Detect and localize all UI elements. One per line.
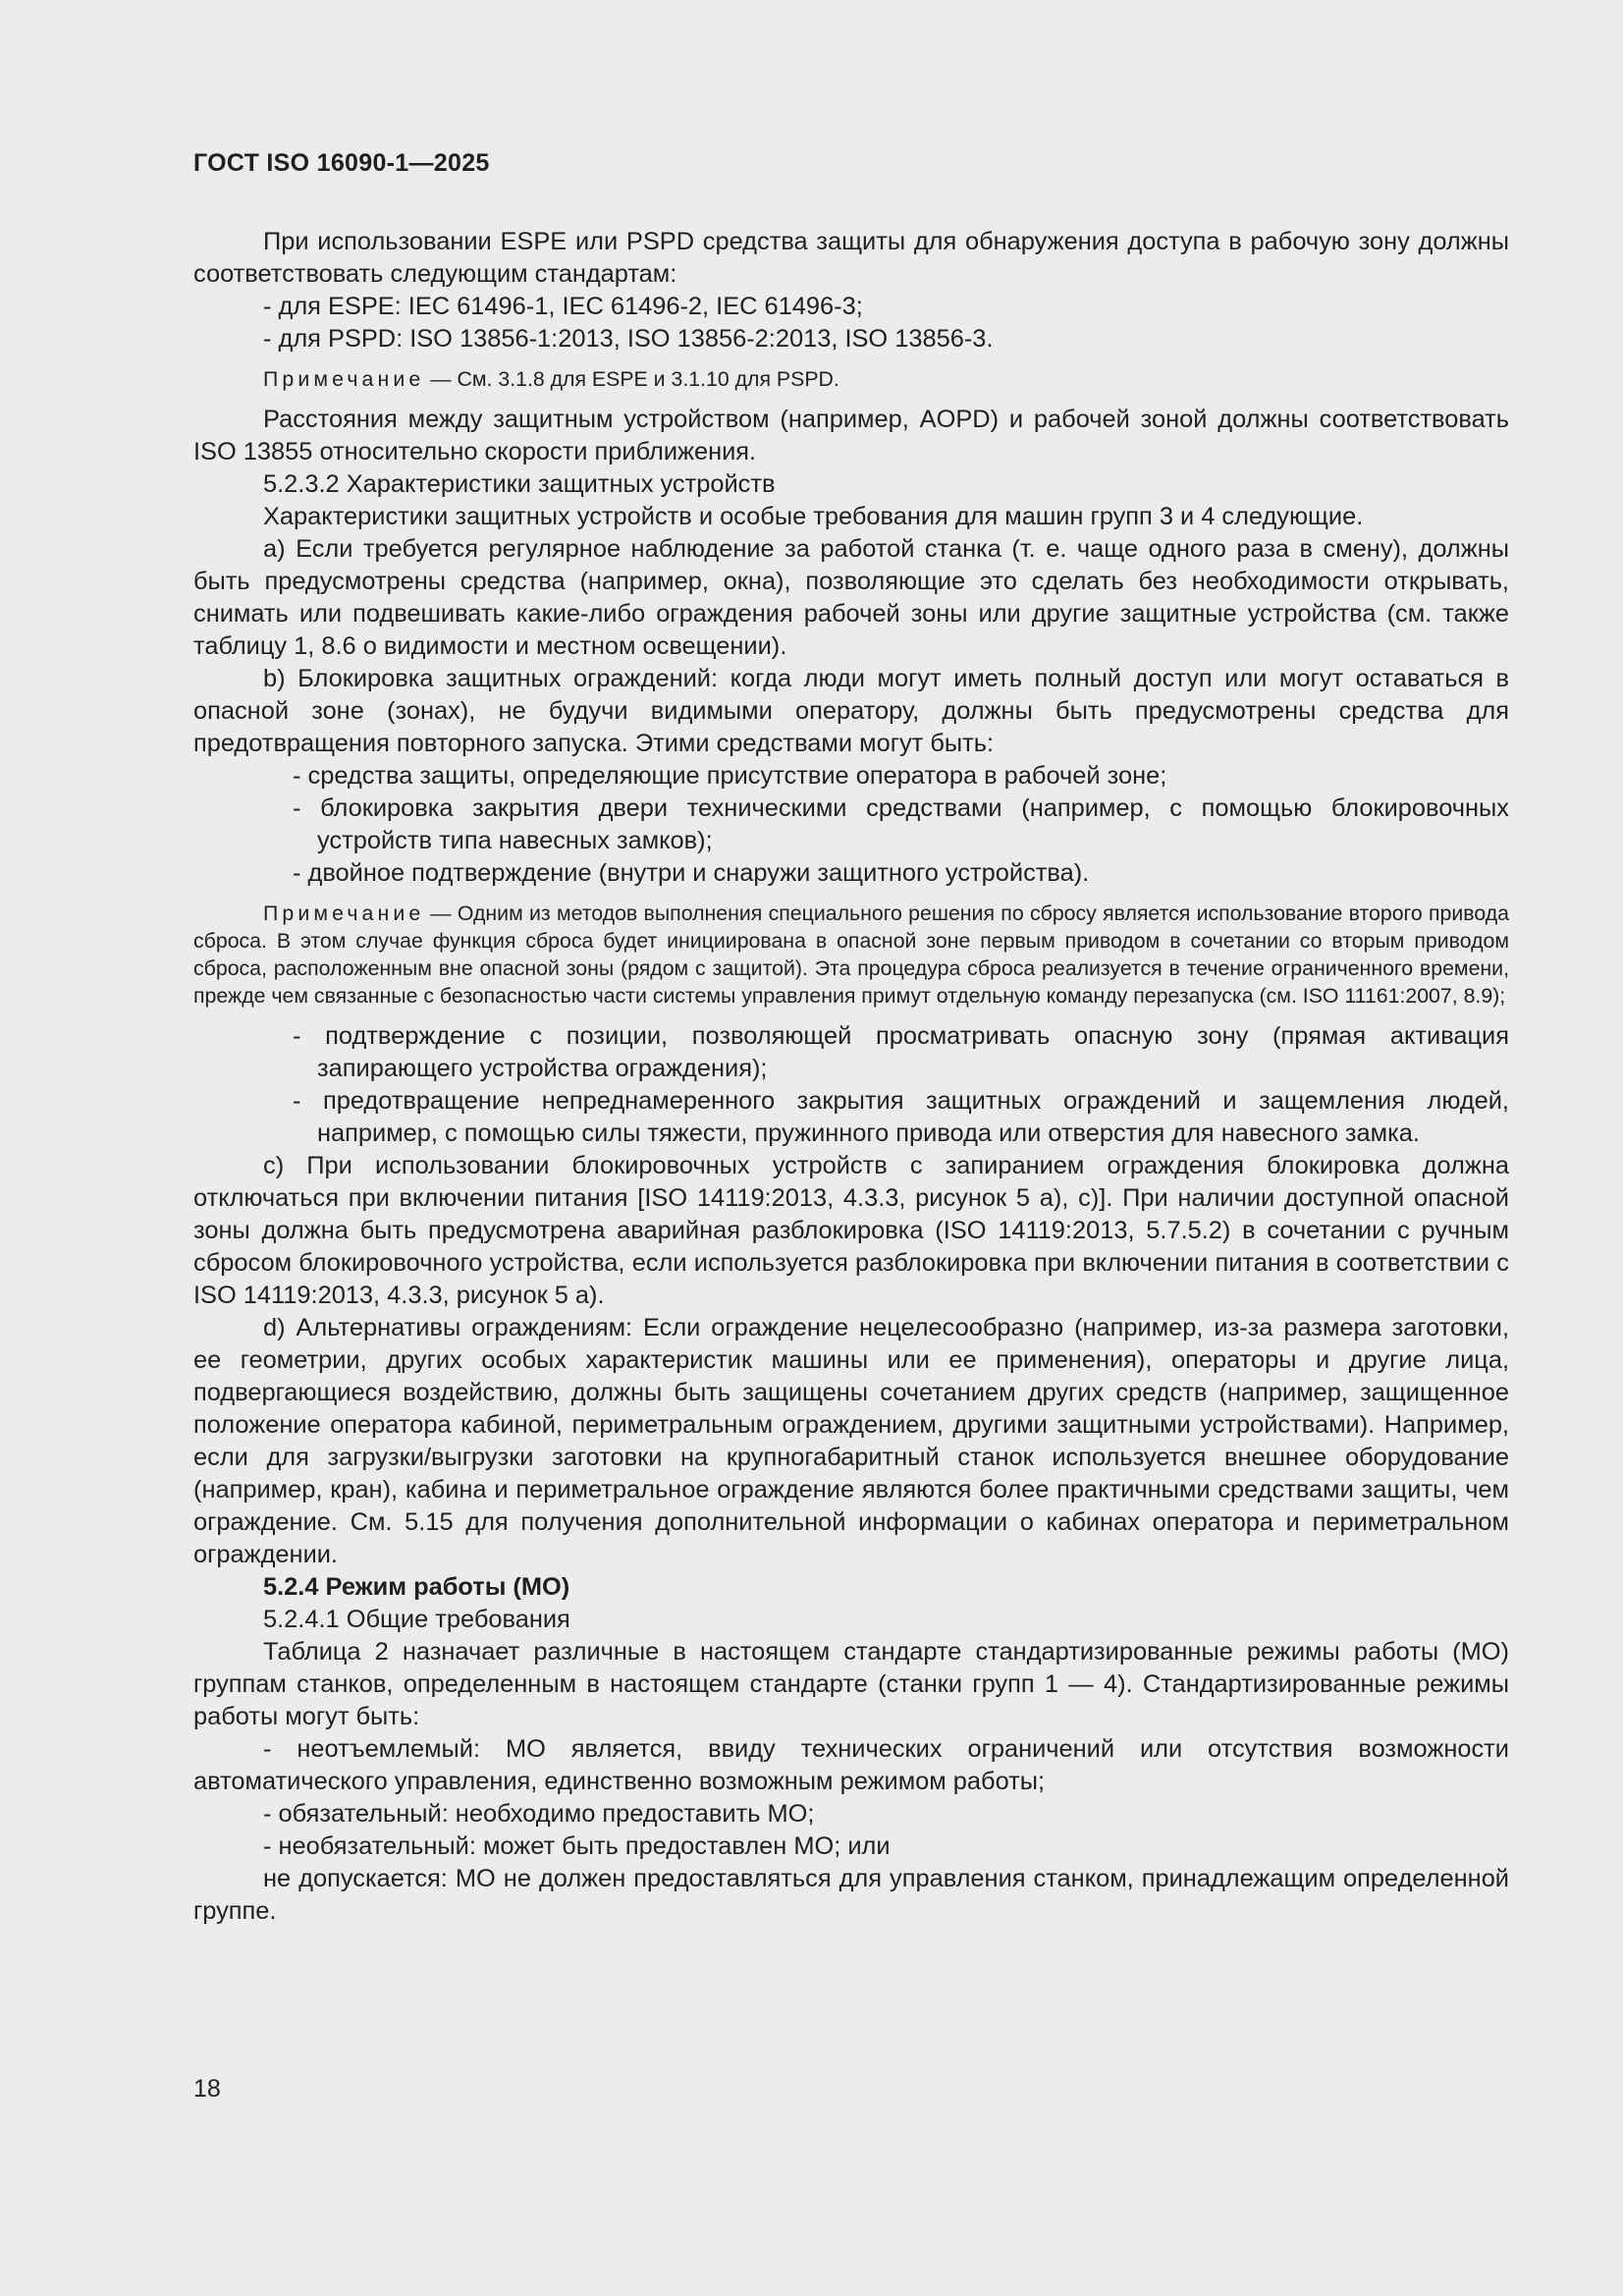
list-item: - двойное подтверждение (внутри и снаружи защитного устройства).	[293, 859, 1090, 887]
list-item: - блокировка закрытия двери техническими средствами (например, с помощью блокировочных устройств типа навесных замков);	[293, 794, 1509, 854]
note-text: — См. 3.1.8 для ESPE и 3.1.10 для PSPD.	[430, 367, 839, 391]
paragraph: 5.2.3.2 Характеристики защитных устройств	[263, 470, 776, 498]
paragraph: Таблица 2 назначает различные в настоящем стандарте стандартизированные режимы работы (МО) группам станков, определенным в настоящем стандарте (станки групп 1 — 4). Стандартизированные режимы работы могут быть:	[193, 1638, 1509, 1730]
paragraph: Характеристики защитных устройств и особые требования для машин групп 3 и 4 следующие.	[263, 503, 1364, 530]
document-body	[193, 226, 1509, 1928]
note-label: Примечание	[263, 367, 425, 391]
paragraph: - необязательный: может быть предоставлен МО; или	[263, 1832, 891, 1860]
list-item: - подтверждение с позиции, позволяющей просматривать опасную зону (прямая активация запирающего устройства ограждения);	[293, 1022, 1509, 1082]
paragraph: 5.2.4.1 Общие требования	[263, 1606, 570, 1633]
note-label: Примечание	[263, 902, 425, 925]
paragraph: a) Если требуется регулярное наблюдение за работой станка (т. е. чаще одного раза в смену), должны быть предусмотрены средства (например, окна), позволяющие это сделать без необходимости открывать, снимать или подвешивать какие-либо ограждения рабочей зоны или другие защитные устройства (см. также таблицу 1, 8.6 о видимости и местном освещении).	[193, 535, 1509, 660]
paragraph: - для PSPD: ISO 13856-1:2013, ISO 13856-2:2013, ISO 13856-3.	[263, 325, 994, 353]
paragraph: c) При использовании блокировочных устройств с запиранием ограждения блокировка должна отключаться при включении питания [ISO 14119:2013, 4.3.3, рисунок 5 a), c)]. При наличии доступной опасной зоны должна быть предусмотрена аварийная разблокировка (ISO 14119:2013, 5.7.5.2) в сочетании с ручным сбросом блокировочного устройства, если используется разблокировка при включении питания в соответствии с ISO 14119:2013, 4.3.3, рисунок 5 a).	[193, 1152, 1509, 1309]
note	[193, 365, 1509, 393]
document-header: ГОСТ ISO 16090-1—2025	[193, 149, 490, 177]
note	[193, 900, 1509, 1010]
paragraph: Расстояния между защитным устройством (например, AOPD) и рабочей зоной должны соответствовать ISO 13855 относительно скорости приближения.	[193, 406, 1509, 465]
note-text: — Одним из методов выполнения специального решения по сбросу является использование второго привода сброса. В этом случае функция сброса будет инициирована в опасной зоне первым приводом в сочетании со вторым приводом сброса, расположенным вне опасной зоны (рядом с защитой). Эта процедура сброса реализуется в течение ограниченного времени, прежде чем связанные с безопасностью части системы управления примут отдельную команду перезапуска (см. ISO 11161:2007, 8.9);	[193, 902, 1509, 1008]
list-item: - средства защиты, определяющие присутствие оператора в рабочей зоне;	[293, 762, 1167, 790]
paragraph: При использовании ESPE или PSPD средства защиты для обнаружения доступа в рабочую зону должны соответствовать следующим стандартам:	[193, 228, 1509, 288]
paragraph: - для ESPE: IEC 61496-1, IEC 61496-2, IEC 61496-3;	[263, 293, 863, 320]
paragraph: - обязательный: необходимо предоставить МО;	[263, 1800, 815, 1828]
paragraph: d) Альтернативы ограждениям: Если ограждение нецелесообразно (например, из-за размера заготовки, ее геометрии, других особых характеристик машины или ее применения), операторы и другие лица, подвергающиеся воздействию, должны быть защищены сочетанием других средств (например, защищенное положение оператора кабиной, периметральным ограждением, другими защитными устройствами). Например, если для загрузки/выгрузки заготовки на крупногабаритный станок используется внешнее оборудование (например, кран), кабина и периметральное ограждение являются более практичными средствами защиты, чем ограждение. См. 5.15 для получения дополнительной информации о кабинах оператора и периметральном ограждении.	[193, 1314, 1509, 1568]
paragraph: b) Блокировка защитных ограждений: когда люди могут иметь полный доступ или могут оставаться в опасной зоне (зонах), не будучи видимыми оператору, должны быть предусмотрены средства для предотвращения повторного запуска. Этими средствами могут быть:	[193, 665, 1509, 757]
paragraph: не допускается: МО не должен предоставляться для управления станком, принадлежащим определенной группе.	[193, 1865, 1509, 1925]
section-heading: 5.2.4 Режим работы (МО)	[263, 1573, 570, 1601]
page-number: 18	[193, 2075, 221, 2103]
paragraph: - неотъемлемый: МО является, ввиду технических ограничений или отсутствия возможности автоматического управления, единственно возможным режимом работы;	[193, 1735, 1509, 1795]
list-item: - предотвращение непреднамеренного закрытия защитных ограждений и защемления людей, например, с помощью силы тяжести, пружинного привода или отверстия для навесного замка.	[293, 1087, 1509, 1147]
